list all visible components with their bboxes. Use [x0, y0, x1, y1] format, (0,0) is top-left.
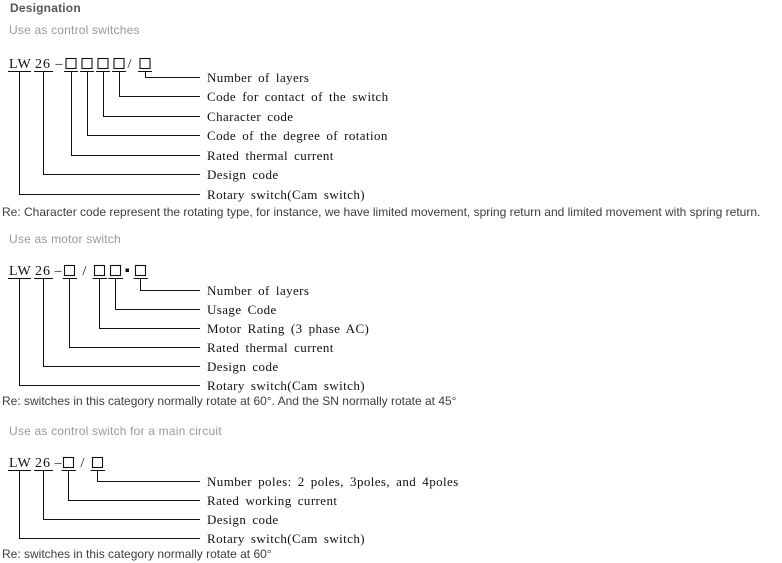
diagram-label: Motor Rating (3 phase AC) — [207, 321, 370, 336]
note-main-circuit: Re: switches in this category normally rotate at 60° — [2, 547, 272, 561]
placeholder-box — [66, 59, 76, 69]
section-heading-main-circuit: Use as control switch for a main circuit — [9, 424, 222, 438]
diagram-label: Number of layers — [207, 283, 310, 298]
formula-brand: LW — [9, 264, 32, 279]
placeholder-box — [136, 266, 146, 276]
connector-line — [146, 72, 201, 78]
connector-line — [88, 72, 201, 136]
diagram-label: Rated thermal current — [207, 340, 334, 355]
placeholder-box — [98, 59, 108, 69]
diagram-label: Number of layers — [207, 70, 310, 85]
diagram-label: Design code — [207, 167, 279, 182]
diagram-label: Design code — [207, 359, 279, 374]
section-heading-control-switches: Use as control switches — [9, 23, 140, 37]
note-motor-switch: Re: switches in this category normally rotate at 60°. And the SN normally rotate at 45° — [2, 394, 457, 408]
connector-line — [69, 471, 201, 501]
placeholder-box — [64, 458, 74, 468]
connector-line — [20, 279, 201, 386]
placeholder-box — [95, 266, 105, 276]
section-heading-motor-switch: Use as motor switch — [9, 232, 121, 246]
formula-dash: – — [55, 56, 64, 72]
formula-dash: – — [54, 263, 63, 279]
diagram-label: Code for contact of the switch — [207, 89, 389, 104]
placeholder-box — [114, 59, 124, 69]
connector-line — [104, 72, 201, 117]
motor-switch-diagram — [8, 264, 369, 394]
connector-line — [116, 279, 201, 310]
formula-brand: LW — [9, 57, 32, 72]
page-title: Designation — [10, 1, 81, 15]
formula-brand: LW — [9, 456, 32, 471]
diagram-label: Character code — [207, 109, 294, 124]
placeholder-box — [82, 59, 92, 69]
diagram-label: Rotary switch(Cam switch) — [207, 531, 365, 546]
diagram-label: Rotary switch(Cam switch) — [207, 378, 365, 393]
diagram-label: Rated thermal current — [207, 148, 334, 163]
placeholder-box — [93, 458, 103, 468]
connector-line — [44, 72, 201, 175]
diagram-label: Usage Code — [207, 302, 277, 317]
connector-line — [100, 279, 201, 329]
connector-line — [44, 279, 201, 367]
placeholder-box — [65, 266, 75, 276]
connector-line — [44, 471, 201, 520]
formula-slash: / — [80, 456, 86, 471]
diagram-label: Rated working current — [207, 493, 338, 508]
diagram-label: Design code — [207, 512, 279, 527]
connector-line — [20, 72, 201, 195]
placeholder-box — [111, 266, 121, 276]
formula-slash: / — [127, 57, 133, 72]
formula-dash: – — [54, 455, 63, 471]
main-circuit-switch-diagram — [8, 456, 459, 547]
formula-design-code: 26 — [35, 456, 51, 471]
note-control-switches: Re: Character code represent the rotating type, for instance, we have limited movement, spring return and limited movement with spring return. — [2, 205, 761, 219]
diagram-label: Number poles: 2 poles, 3poles, and 4poles — [207, 474, 459, 489]
control-switch-diagram — [8, 57, 389, 203]
formula-design-code: 26 — [35, 264, 51, 279]
connector-line — [70, 279, 201, 348]
placeholder-box — [140, 59, 150, 69]
diagram-label: Rotary switch(Cam switch) — [207, 187, 365, 202]
connector-line — [120, 72, 201, 97]
connector-line — [98, 471, 201, 482]
formula-design-code: 26 — [35, 57, 51, 72]
formula-slash: / — [82, 264, 88, 279]
connector-line — [141, 279, 201, 291]
separator-dot — [126, 269, 130, 273]
diagram-label: Code of the degree of rotation — [207, 128, 388, 143]
connector-line — [72, 72, 201, 156]
